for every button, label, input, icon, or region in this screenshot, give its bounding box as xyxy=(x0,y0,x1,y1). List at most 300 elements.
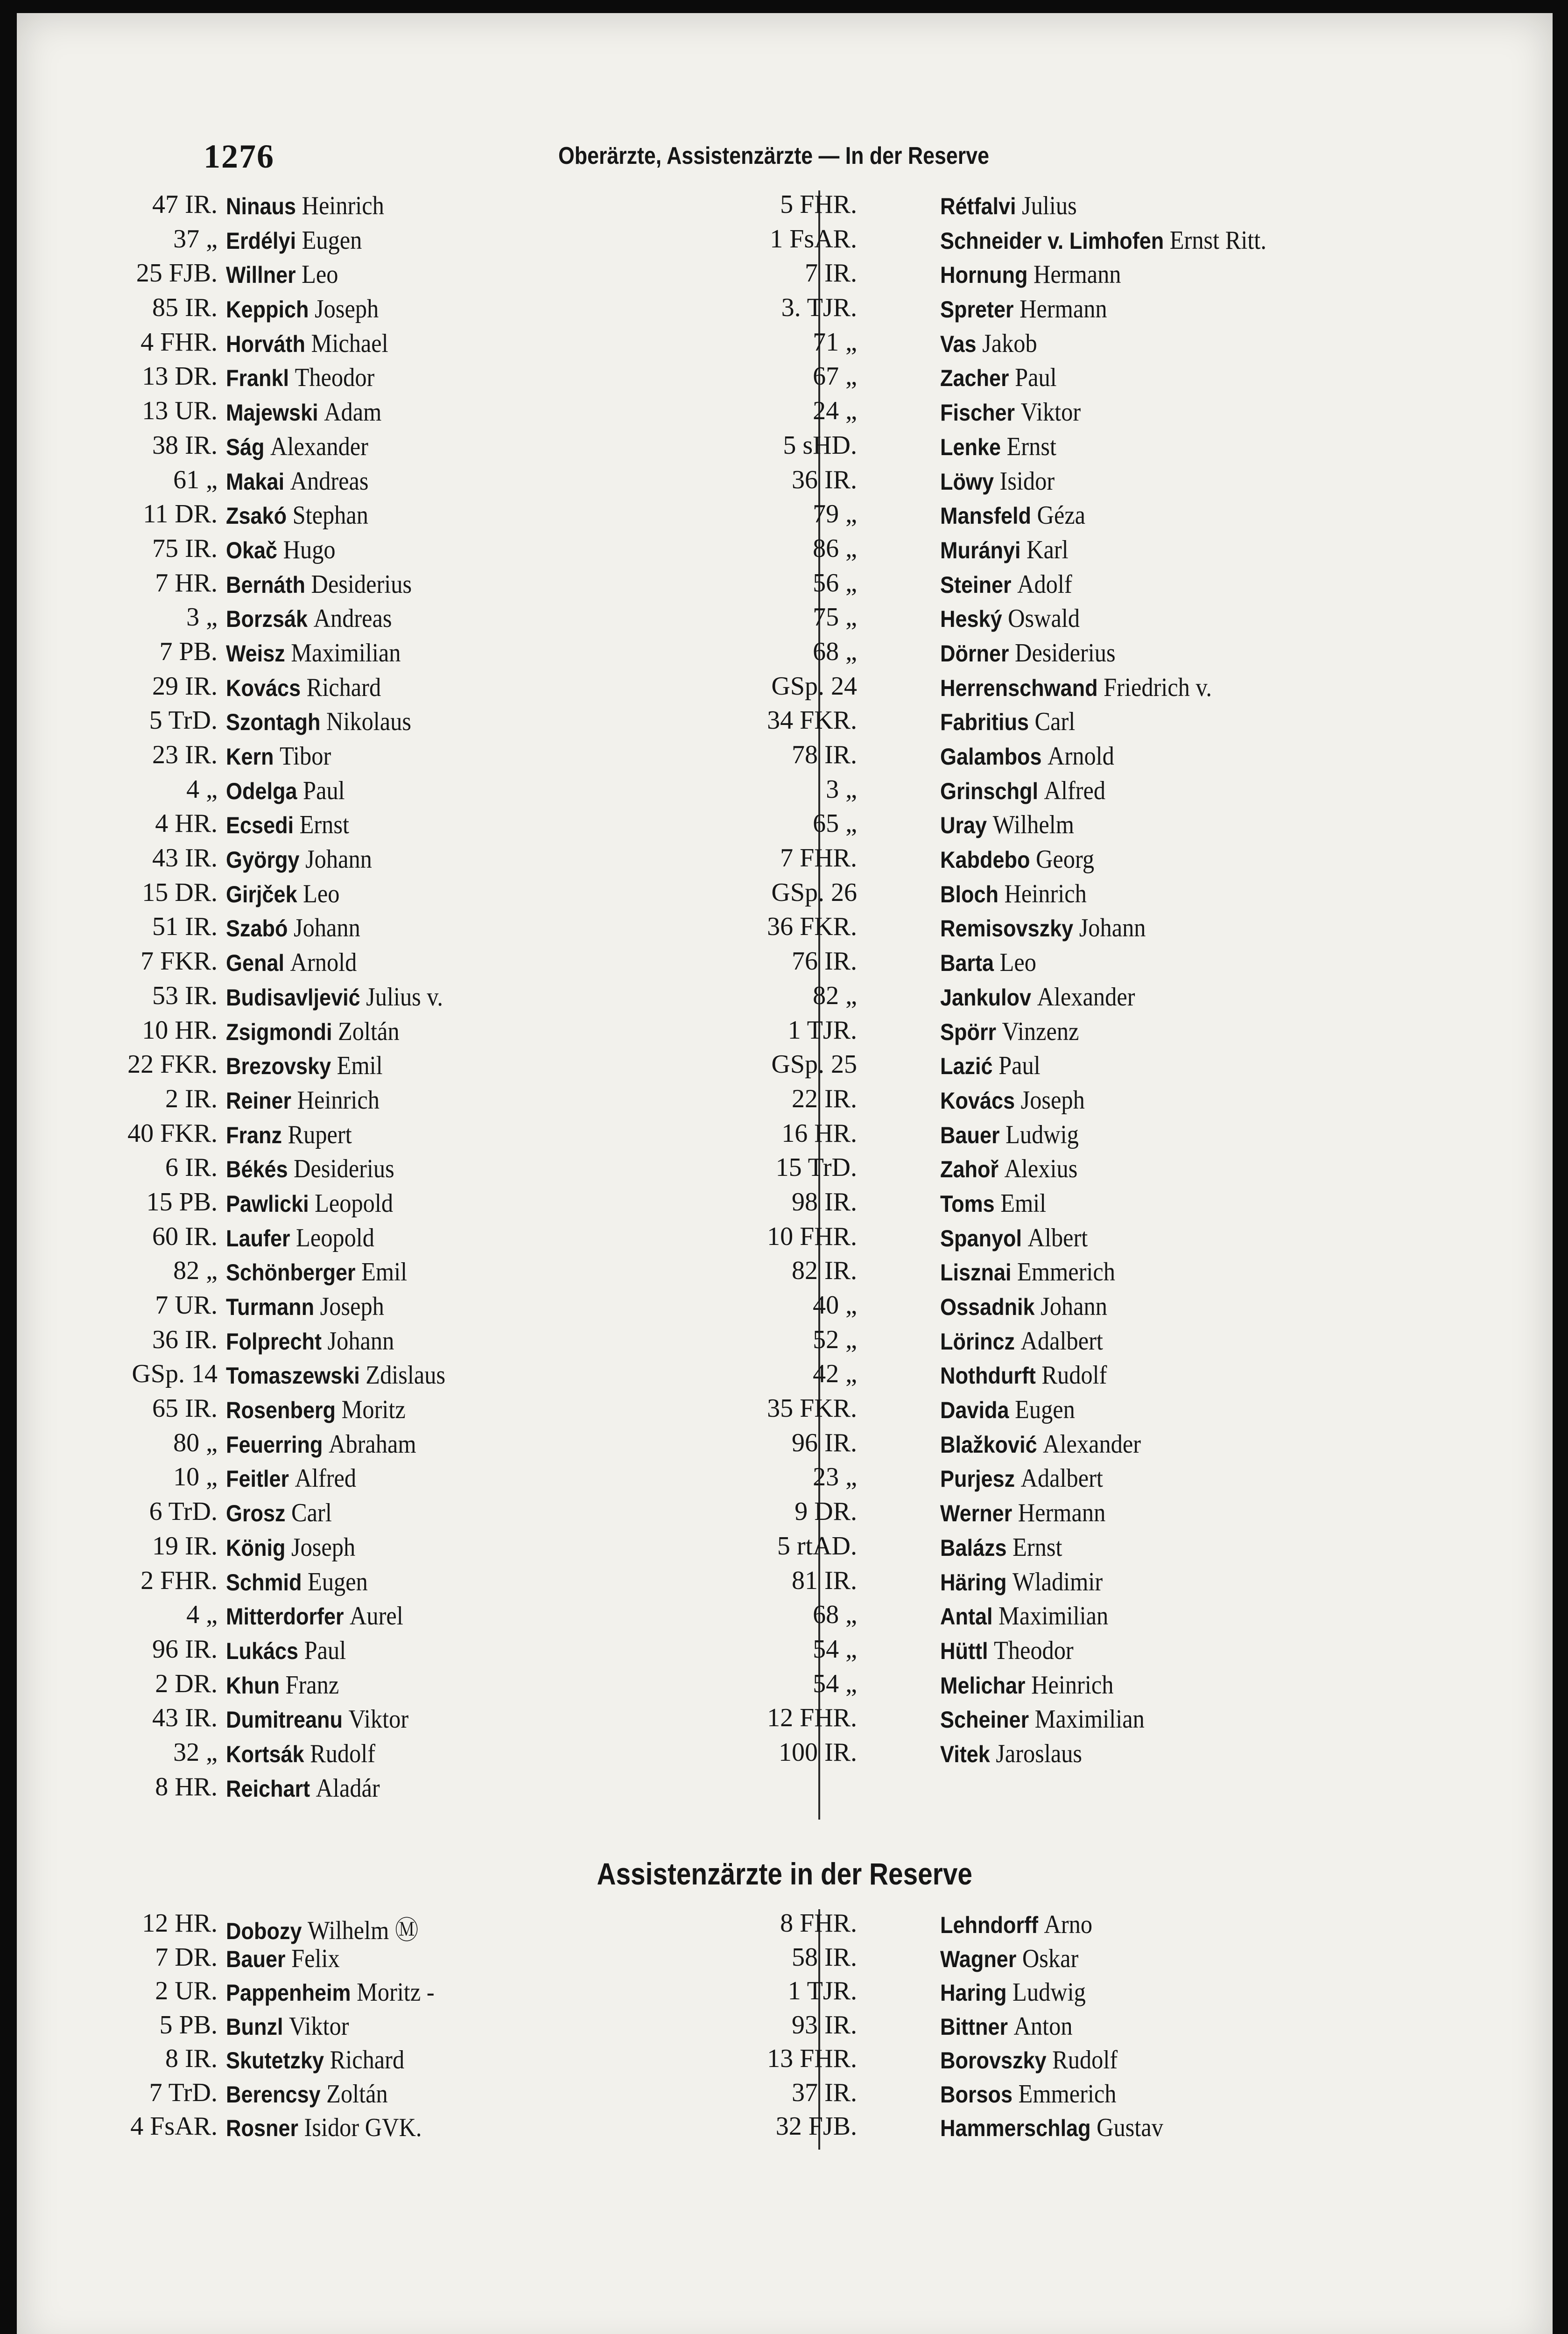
roster-entry xyxy=(101,1497,782,1531)
surname: Spörr xyxy=(940,1019,997,1045)
roster-entry xyxy=(703,361,1497,396)
given-name: Emil xyxy=(361,1258,408,1287)
full-name xyxy=(940,1533,1062,1562)
given-name: Rupert xyxy=(288,1120,352,1149)
surname: Zacher xyxy=(940,365,1009,392)
given-name: Adam xyxy=(324,398,382,427)
roster-entry xyxy=(101,1531,782,1566)
roster-entry xyxy=(101,740,782,774)
unit-designation: 86 „ xyxy=(813,534,857,563)
surname: Werner xyxy=(940,1500,1013,1527)
given-name: Moritz xyxy=(341,1395,406,1425)
unit-designation: 96 IR. xyxy=(792,1428,857,1457)
roster-entry xyxy=(101,224,782,259)
unit-designation: 5 sHD. xyxy=(783,430,857,460)
given-name: Julius v. xyxy=(366,982,443,1012)
surname: Grinschgl xyxy=(940,778,1039,804)
roster-entry xyxy=(101,293,782,327)
roster-entry xyxy=(703,1290,1497,1325)
page-number: 1276 xyxy=(204,138,274,175)
surname: Frankl xyxy=(226,365,289,392)
given-name: Michael xyxy=(311,329,388,358)
given-name: Leo xyxy=(999,948,1036,977)
unit-designation: 36 FKR. xyxy=(767,912,857,942)
unit-designation: 58 IR. xyxy=(792,1942,857,1972)
surname: Schönberger xyxy=(226,1259,356,1286)
surname: Berencsy xyxy=(226,2081,321,2108)
unit-designation: 5 PB. xyxy=(159,2010,218,2039)
roster-entry xyxy=(703,327,1497,362)
given-name: Felix xyxy=(291,1944,340,1973)
full-name xyxy=(940,225,1266,255)
unit-designation: 75 „ xyxy=(813,603,857,632)
unit-designation: GSp. 24 xyxy=(771,671,857,701)
surname: Toms xyxy=(940,1190,995,1217)
full-name xyxy=(226,913,360,943)
full-name xyxy=(226,1154,394,1184)
full-name xyxy=(940,707,1075,737)
given-name: Maximilian xyxy=(291,638,401,668)
given-name: Alexander xyxy=(270,432,368,461)
book-page xyxy=(17,13,1553,2334)
unit-designation: 5 rtAD. xyxy=(777,1531,857,1561)
roster-entry xyxy=(703,1462,1497,1497)
unit-designation: 13 DR. xyxy=(142,362,218,391)
roster-entry xyxy=(101,1566,782,1600)
given-name: Johann xyxy=(294,914,360,943)
unit-designation: 29 IR. xyxy=(152,671,218,701)
given-name: Paul xyxy=(998,1051,1041,1081)
given-name: Rudolf xyxy=(310,1739,376,1768)
unit-designation: 22 FKR. xyxy=(127,1050,218,1079)
roster-entry xyxy=(703,1703,1497,1737)
unit-designation: 67 „ xyxy=(813,362,857,391)
unit-designation: 13 UR. xyxy=(142,396,218,426)
unit-designation: 5 TrD. xyxy=(149,706,218,735)
surname: Kabdebo xyxy=(940,847,1030,873)
given-name: Adalbert xyxy=(1020,1326,1103,1356)
surname: Wagner xyxy=(940,1946,1017,1972)
unit-designation: 11 DR. xyxy=(143,499,218,529)
full-name xyxy=(226,1533,355,1562)
surname: Folprecht xyxy=(226,1328,322,1355)
roster-entry xyxy=(703,1669,1497,1703)
surname: Jankulov xyxy=(940,984,1032,1011)
roster-entry xyxy=(101,1703,782,1737)
full-name xyxy=(940,535,1069,565)
given-name: Alfred xyxy=(1044,776,1106,805)
unit-designation: 4 „ xyxy=(186,1600,218,1630)
surname: Scheiner xyxy=(940,1707,1029,1733)
full-name xyxy=(226,1601,403,1631)
roster-entry xyxy=(101,1462,782,1497)
full-name xyxy=(226,1223,374,1253)
full-name xyxy=(226,225,362,255)
full-name xyxy=(226,329,388,359)
full-name xyxy=(226,1188,393,1218)
full-name xyxy=(226,673,381,703)
unit-designation: 6 TrD. xyxy=(149,1497,218,1526)
surname: Kern xyxy=(226,744,274,770)
unit-designation: 51 IR. xyxy=(152,912,218,942)
unit-designation: 24 „ xyxy=(813,396,857,426)
unit-designation: 15 TrD. xyxy=(775,1153,857,1182)
roster-entry xyxy=(703,190,1497,224)
unit-designation: 22 IR. xyxy=(792,1084,857,1113)
full-name xyxy=(226,1463,356,1493)
surname: Rosner xyxy=(226,2115,299,2141)
surname: Bernáth xyxy=(226,571,306,598)
surname: Békés xyxy=(226,1156,288,1183)
unit-designation: 34 FKR. xyxy=(767,706,857,735)
unit-designation: 15 PB. xyxy=(146,1187,218,1216)
given-name: Ernst xyxy=(1013,1533,1062,1562)
unit-designation: 4 FHR. xyxy=(141,327,218,357)
full-name xyxy=(940,2045,1118,2075)
full-name xyxy=(940,432,1056,462)
surname: Rosenberg xyxy=(226,1397,336,1424)
surname: Feitler xyxy=(226,1466,289,1492)
unit-designation: 37 „ xyxy=(173,224,218,253)
given-name: Leopold xyxy=(315,1188,394,1218)
full-name xyxy=(226,1429,416,1459)
full-name xyxy=(226,1910,418,1947)
full-name xyxy=(940,673,1212,703)
surname: György xyxy=(226,847,300,873)
unit-designation: 81 IR. xyxy=(792,1566,857,1595)
roster-entry xyxy=(703,1118,1497,1153)
full-name xyxy=(940,1429,1141,1459)
given-name: Paul xyxy=(1015,363,1057,393)
full-name xyxy=(226,1704,408,1734)
roster-entry xyxy=(101,1908,782,1945)
full-name xyxy=(226,1670,339,1700)
surname: Lukács xyxy=(226,1638,299,1664)
roster-entry xyxy=(703,568,1497,603)
unit-designation: 7 TrD. xyxy=(149,2078,218,2107)
given-name: Isidor GVK. xyxy=(304,2113,422,2142)
surname: Hüttl xyxy=(940,1638,988,1664)
roster-entry xyxy=(101,1049,782,1084)
surname: Zsigmondi xyxy=(226,1019,332,1045)
surname: Bauer xyxy=(226,1946,286,1972)
surname: Bittner xyxy=(940,2013,1008,2040)
given-name: Leopold xyxy=(296,1223,375,1252)
full-name xyxy=(226,2113,422,2143)
given-name: Oswald xyxy=(1008,604,1080,633)
surname: Szontagh xyxy=(226,709,321,736)
full-name xyxy=(940,1360,1107,1390)
roster-entry xyxy=(703,774,1497,809)
unit-designation: 7 FHR. xyxy=(780,844,857,873)
given-name: Jaroslaus xyxy=(996,1739,1083,1768)
full-name xyxy=(226,260,338,289)
given-name: Emmerich xyxy=(1017,1258,1115,1287)
surname: Lisznai xyxy=(940,1259,1012,1286)
surname: Spreter xyxy=(940,296,1014,323)
roster-entry xyxy=(703,2111,1497,2145)
full-name xyxy=(226,707,411,737)
surname: Ecsedi xyxy=(226,812,294,839)
given-name: Theodor xyxy=(993,1636,1074,1665)
roster-entry xyxy=(703,2010,1497,2044)
roster-entry xyxy=(101,1669,782,1703)
unit-designation: 1 TJR. xyxy=(788,1015,857,1045)
surname: Borovszky xyxy=(940,2047,1047,2074)
surname: Heský xyxy=(940,606,1002,633)
given-name: Alexius xyxy=(1004,1154,1078,1184)
given-name: Ludwig xyxy=(1005,1120,1079,1149)
roster-entry xyxy=(101,327,782,362)
given-name: Anton xyxy=(1013,2011,1073,2041)
roster-entry xyxy=(101,705,782,740)
section-title: Assistenzärzte in der Reserve xyxy=(597,1856,973,1891)
surname: Barta xyxy=(940,950,994,977)
surname: Khun xyxy=(226,1672,280,1699)
roster-entry xyxy=(101,981,782,1015)
roster-entry xyxy=(703,1049,1497,1084)
full-name xyxy=(226,1944,340,1974)
unit-designation: 60 IR. xyxy=(152,1222,218,1251)
unit-designation: 10 HR. xyxy=(142,1015,218,1045)
roster-entry xyxy=(101,637,782,671)
surname: Hornung xyxy=(940,262,1028,288)
given-name: Alexander xyxy=(1043,1429,1141,1459)
full-name xyxy=(940,1257,1115,1287)
surname: Melichar xyxy=(940,1672,1026,1699)
given-name: Eugen xyxy=(308,1567,368,1596)
unit-designation: 76 IR. xyxy=(792,947,857,976)
unit-designation: 36 IR. xyxy=(152,1325,218,1354)
unit-designation: 32 „ xyxy=(173,1737,218,1767)
given-name: Emil xyxy=(337,1051,383,1081)
given-name: Desiderius xyxy=(1015,638,1116,668)
surname: Odelga xyxy=(226,778,297,804)
full-name xyxy=(940,1154,1077,1184)
full-name xyxy=(940,2011,1073,2041)
unit-designation: 23 IR. xyxy=(152,740,218,769)
given-name: Andreas xyxy=(313,604,392,633)
full-name xyxy=(940,329,1037,359)
surname: Spanyol xyxy=(940,1225,1022,1251)
assistenzaerzte-left-column xyxy=(101,1908,782,2145)
surname: Brezovsky xyxy=(226,1053,331,1080)
given-name: Johann xyxy=(1041,1292,1107,1321)
surname: Zahoř xyxy=(940,1156,999,1183)
full-name xyxy=(226,2045,404,2075)
full-name xyxy=(940,500,1085,530)
surname: Reiner xyxy=(226,1087,292,1114)
roster-entry xyxy=(101,946,782,981)
full-name xyxy=(226,1360,445,1390)
roster-entry xyxy=(703,1256,1497,1290)
unit-designation: 4 HR. xyxy=(155,809,218,838)
unit-designation: 2 UR. xyxy=(155,1976,218,2005)
given-name: Isidor xyxy=(999,466,1055,496)
unit-designation: 4 „ xyxy=(186,774,218,804)
unit-designation: 1 TJR. xyxy=(788,1976,857,2005)
full-name xyxy=(226,1017,400,1047)
surname: Haring xyxy=(940,1980,1007,2006)
unit-designation: 10 „ xyxy=(173,1462,218,1492)
full-name xyxy=(226,1567,368,1597)
roster-entry xyxy=(703,1531,1497,1566)
surname: Lehndorff xyxy=(940,1912,1038,1938)
given-name: Arnold xyxy=(290,948,357,977)
unit-designation: 5 FHR. xyxy=(780,190,857,219)
unit-designation: 43 IR. xyxy=(152,844,218,873)
given-name: Eugen xyxy=(1015,1395,1075,1425)
roster-entry xyxy=(101,430,782,465)
surname: Löwy xyxy=(940,468,994,495)
unit-designation: 93 IR. xyxy=(792,2010,857,2039)
full-name xyxy=(226,535,336,565)
roster-entry xyxy=(101,2044,782,2078)
given-name: Moritz - xyxy=(357,1978,435,2007)
given-name: Desiderius xyxy=(311,569,412,599)
full-name xyxy=(226,500,368,530)
unit-designation: 38 IR. xyxy=(152,430,218,460)
roster-entry xyxy=(703,1737,1497,1772)
given-name: Hermann xyxy=(1018,1498,1106,1528)
roster-entry xyxy=(101,1634,782,1669)
unit-designation: 56 „ xyxy=(813,568,857,598)
unit-designation: 8 HR. xyxy=(155,1772,218,1801)
roster-entry xyxy=(703,1566,1497,1600)
roster-entry xyxy=(101,1359,782,1393)
roster-entry xyxy=(703,1359,1497,1393)
given-name: Zoltán xyxy=(338,1017,400,1046)
unit-designation: 25 FJB. xyxy=(136,259,218,288)
roster-entry xyxy=(703,878,1497,912)
given-name: Wilhelm xyxy=(992,810,1074,840)
roster-entry xyxy=(101,774,782,809)
roster-entry xyxy=(101,1153,782,1187)
roster-entry xyxy=(703,946,1497,981)
full-name xyxy=(226,1636,346,1666)
full-name xyxy=(940,1977,1086,2007)
full-name xyxy=(940,1085,1085,1115)
surname: Steiner xyxy=(940,571,1012,598)
roster-entry xyxy=(703,534,1497,568)
surname: Antal xyxy=(940,1603,993,1630)
unit-designation: 3 „ xyxy=(826,774,857,804)
surname: Häring xyxy=(940,1569,1007,1596)
unit-designation: 7 UR. xyxy=(155,1291,218,1320)
surname: Keppich xyxy=(226,296,309,323)
surname: Galambos xyxy=(940,744,1042,770)
unit-designation: 13 FHR. xyxy=(767,2044,857,2073)
full-name xyxy=(226,776,345,806)
full-name xyxy=(226,982,443,1012)
roster-entry xyxy=(101,1737,782,1772)
given-name: Jakob xyxy=(982,329,1037,358)
given-name: Arnold xyxy=(1048,742,1114,771)
full-name xyxy=(226,1085,380,1115)
given-name: Heinrich xyxy=(1004,879,1087,908)
roster-entry xyxy=(101,1942,782,1976)
roster-entry xyxy=(703,1153,1497,1187)
surname: Fischer xyxy=(940,400,1015,426)
given-name: Zoltán xyxy=(326,2079,388,2109)
surname: Bauer xyxy=(940,1122,1000,1148)
surname: Turmann xyxy=(226,1294,315,1320)
roster-entry xyxy=(703,258,1497,293)
given-name: Andreas xyxy=(290,466,369,496)
surname: Pawlicki xyxy=(226,1190,309,1217)
full-name xyxy=(940,913,1146,943)
full-name xyxy=(226,1977,435,2007)
full-name xyxy=(940,638,1116,668)
given-name: Ernst Ritt. xyxy=(1169,225,1266,255)
surname: Okač xyxy=(226,537,278,563)
surname: Ossadnik xyxy=(940,1294,1035,1320)
unit-designation: 32 FJB. xyxy=(775,2112,857,2141)
roster-entry xyxy=(703,293,1497,327)
given-name: Oskar xyxy=(1022,1944,1079,1973)
unit-designation: 68 „ xyxy=(813,637,857,666)
unit-designation: 7 DR. xyxy=(155,1942,218,1972)
roster-entry xyxy=(703,912,1497,946)
full-name xyxy=(226,1395,406,1425)
given-name: Joseph xyxy=(291,1533,356,1562)
full-name xyxy=(940,1601,1108,1631)
full-name xyxy=(226,604,392,633)
unit-designation: 65 IR. xyxy=(152,1394,218,1423)
surname: Vitek xyxy=(940,1741,990,1767)
given-name: Joseph xyxy=(1020,1085,1085,1115)
roster-entry xyxy=(703,1084,1497,1118)
given-name: Joseph xyxy=(320,1292,384,1321)
unit-designation: 2 FHR. xyxy=(141,1566,218,1595)
given-name: Gustav xyxy=(1097,2113,1163,2142)
given-name: Wladimir xyxy=(1013,1567,1103,1596)
given-name: Karl xyxy=(1027,535,1069,564)
given-name: Carl xyxy=(291,1498,332,1528)
surname: Franz xyxy=(226,1122,282,1148)
unit-designation: 8 FHR. xyxy=(780,1909,857,1938)
surname: König xyxy=(226,1534,286,1561)
given-name: Julius xyxy=(1022,191,1077,220)
unit-designation: 68 „ xyxy=(813,1600,857,1630)
roster-entry xyxy=(101,602,782,637)
given-name: Johann xyxy=(327,1326,394,1356)
full-name xyxy=(940,1188,1046,1218)
surname: Rétfalvi xyxy=(940,193,1016,219)
full-name xyxy=(226,363,374,393)
full-name xyxy=(226,1739,375,1769)
unit-designation: 82 IR. xyxy=(792,1256,857,1286)
roster-entry xyxy=(101,1015,782,1050)
given-name: Rudolf xyxy=(1041,1361,1107,1390)
surname: Fabritius xyxy=(940,709,1029,736)
given-name: Alfred xyxy=(295,1464,357,1493)
roster-entry xyxy=(703,396,1497,430)
unit-designation: 12 FHR. xyxy=(767,1703,857,1733)
unit-designation: 4 FsAR. xyxy=(130,2112,218,2141)
unit-designation: 78 IR. xyxy=(792,740,857,769)
surname: Lenke xyxy=(940,434,1001,460)
roster-entry xyxy=(703,224,1497,259)
given-name: Aurel xyxy=(350,1602,403,1631)
unit-designation: 54 „ xyxy=(813,1634,857,1664)
unit-designation: 100 IR. xyxy=(779,1737,857,1767)
given-name: Paul xyxy=(304,1636,346,1665)
oberaerzte-right-column xyxy=(703,190,1497,1772)
unit-designation: 15 DR. xyxy=(142,878,218,907)
given-name: Arno xyxy=(1044,1910,1093,1939)
full-name xyxy=(940,1292,1107,1322)
